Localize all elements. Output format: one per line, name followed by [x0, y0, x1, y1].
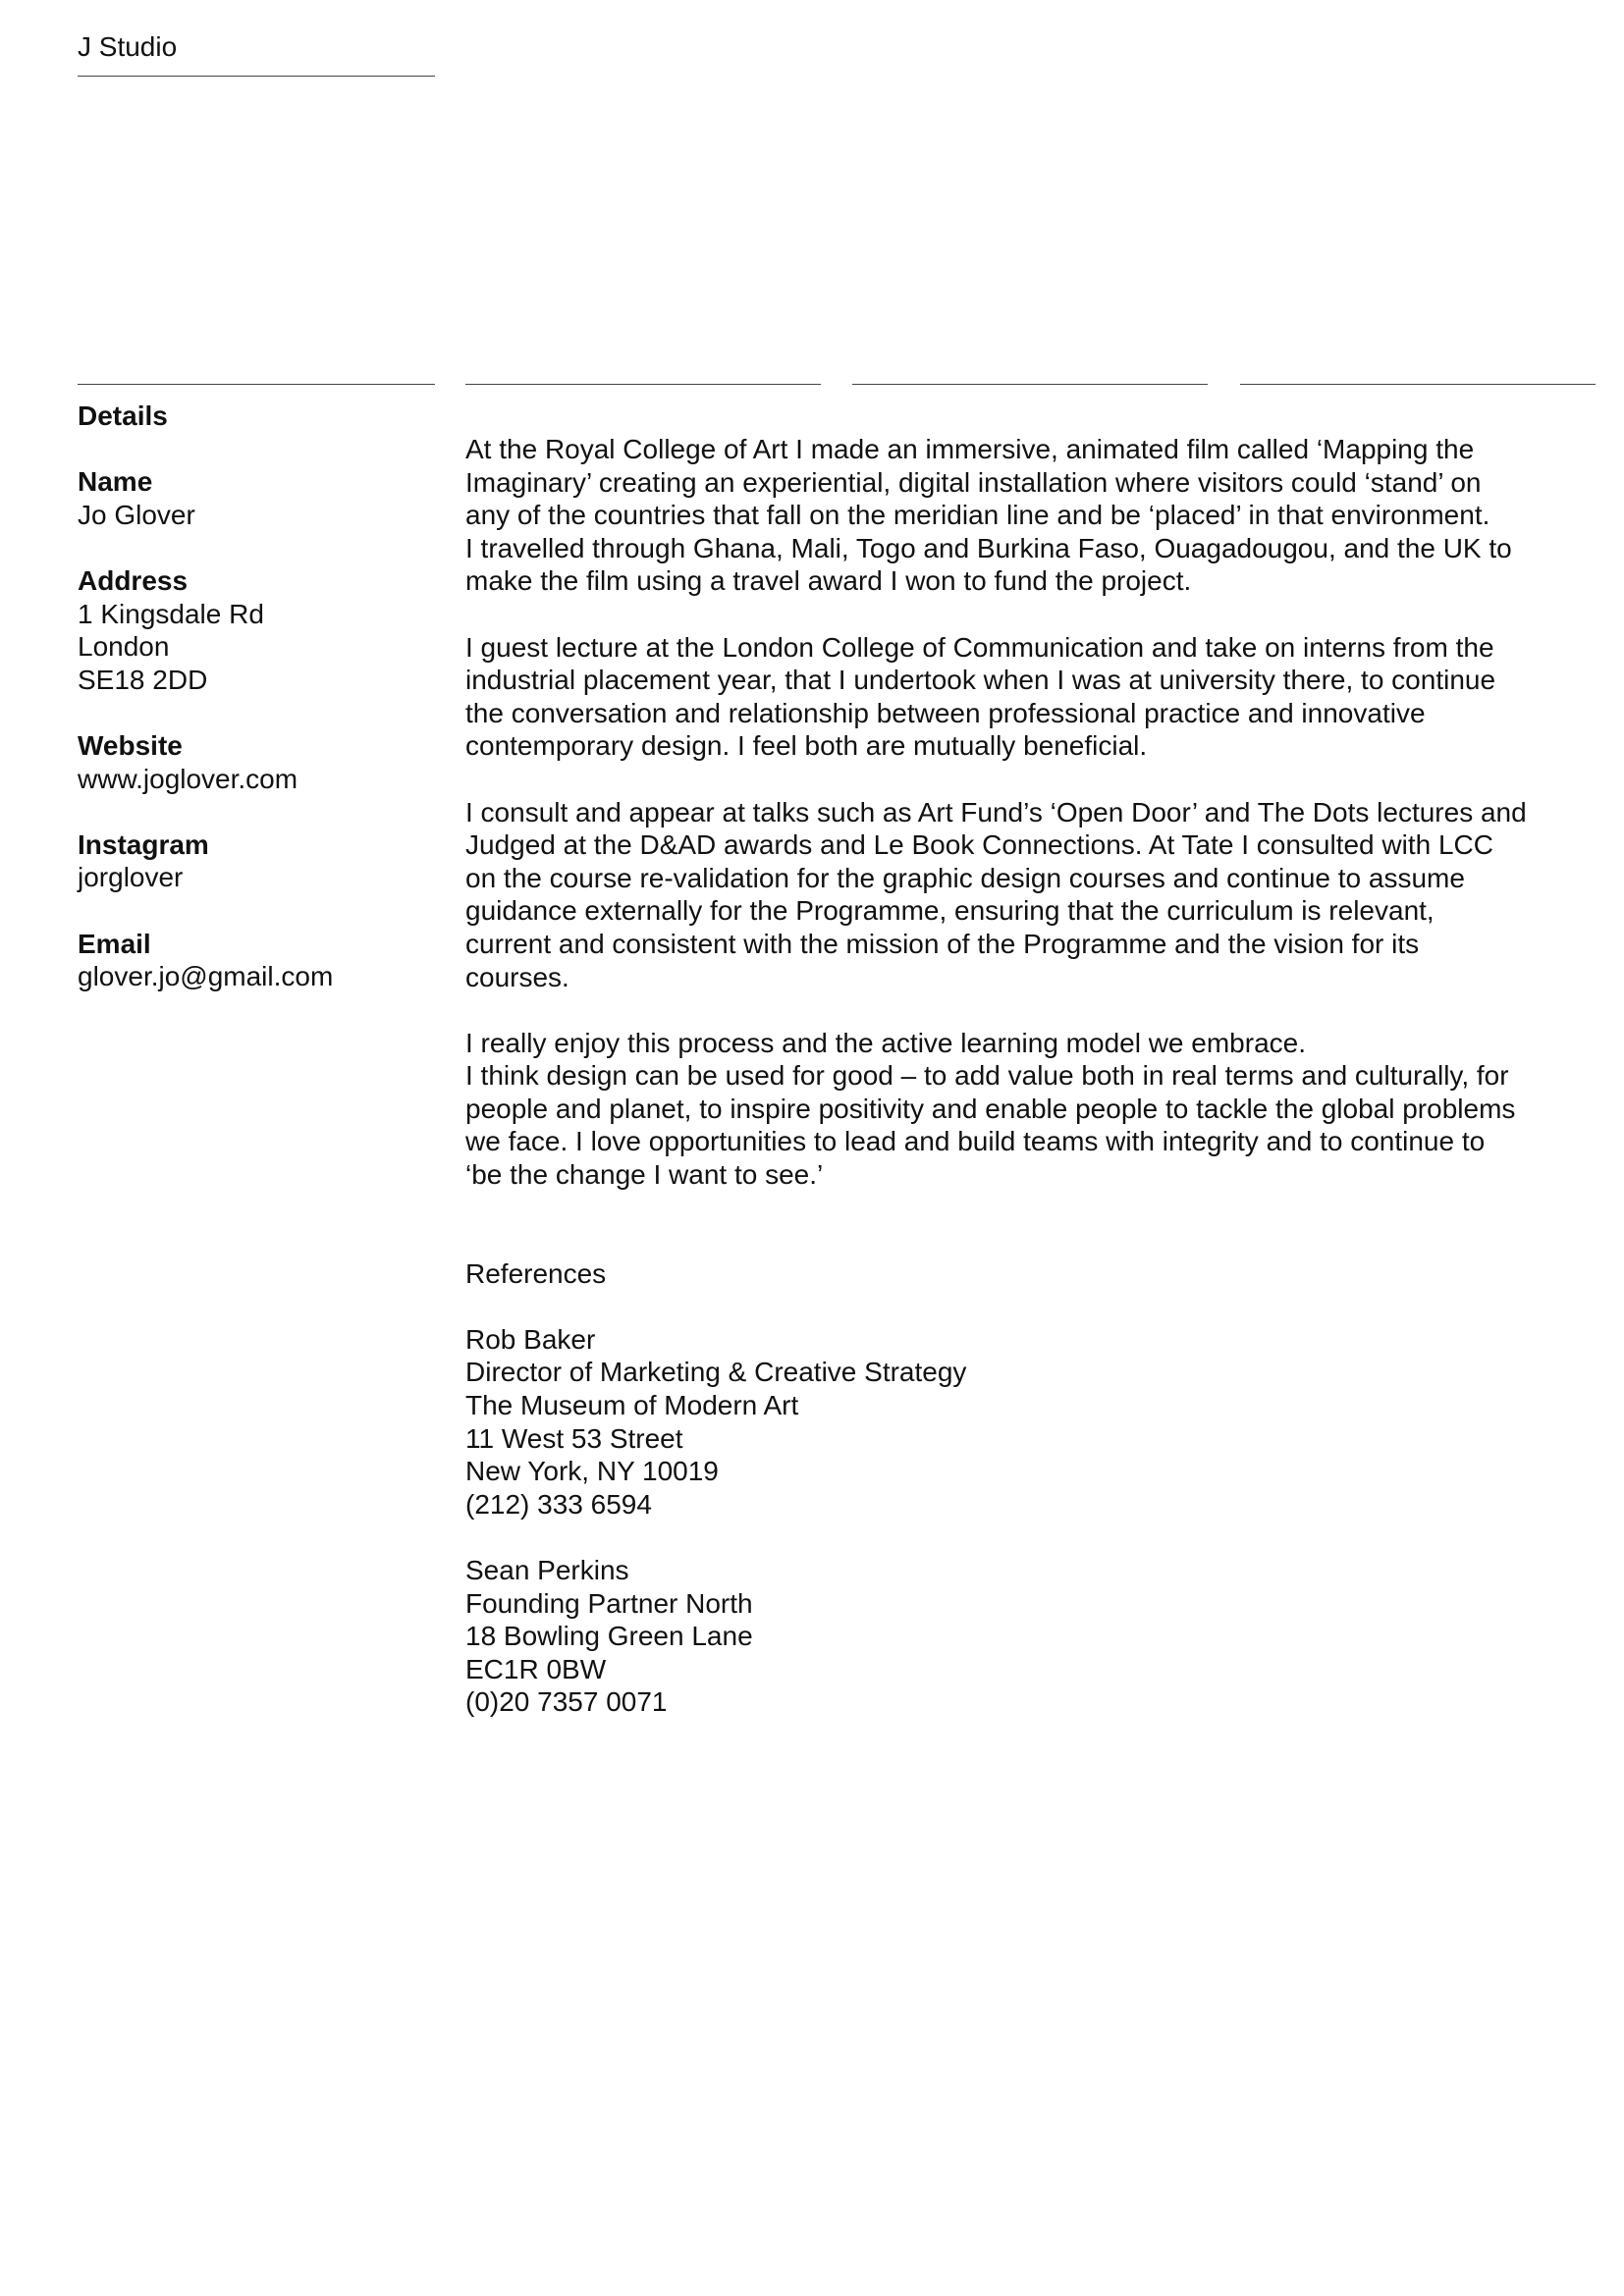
reference-item: [465, 1554, 1604, 1719]
website-value[interactable]: www.joglover.com: [78, 763, 298, 794]
email-group: [78, 928, 431, 993]
reference-title: Founding Partner North: [465, 1587, 753, 1619]
column-divider-2: [465, 384, 821, 385]
address-group: [78, 564, 431, 696]
name-label: Name: [78, 466, 153, 498]
instagram-value[interactable]: jorglover: [78, 862, 184, 893]
paragraph-design-for-good: I really enjoy this process and the active learning model we embrace. I think design can be used for good – to add value both in real terms and culturally, for people and planet, to inspire positivity and enable people to tackle the global problems we face. I love opportunities to lead and build teams with integrity and to continue to ‘be the change I want to see.’: [465, 1027, 1516, 1191]
paragraph-consulting: I consult and appear at talks such as Art Fund’s ‘Open Door’ and The Dots lectures and Judged at the D&AD awards and Le Book Connections. At Tate I consulted with LCC on the course re-validation for the graphic design courses and continue to assume guidance externally for the Programme, ensuring that the curriculum is relevant, current and consistent with the mission of the Programme and the vision for its courses.: [465, 796, 1527, 992]
main-content: [465, 433, 1604, 1752]
reference-phone: (0)20 7357 0071: [465, 1686, 668, 1718]
name-value: Jo Glover: [78, 499, 195, 530]
reference-name: Sean Perkins: [465, 1555, 629, 1585]
instagram-label: Instagram: [78, 828, 209, 860]
address-label: Address: [78, 564, 189, 596]
address-line-3: SE18 2DD: [78, 664, 208, 695]
references-section: [465, 1257, 1604, 1719]
website-group: [78, 729, 431, 795]
reference-city: New York, NY 10019: [465, 1456, 719, 1487]
paragraph-lcc: I guest lecture at the London College of Communication and take on interns from the industrial placement year, that I undertook when I was at university there, to continue the conversation and relationship between professional practice and innovative contemporary design. I feel both are mutually beneficial.: [465, 631, 1496, 762]
reference-phone: (212) 333 6594: [465, 1488, 652, 1520]
column-divider-3: [852, 384, 1208, 385]
details-heading: Details: [78, 400, 168, 431]
email-label: Email: [78, 928, 151, 959]
reference-title: Director of Marketing & Creative Strategy: [465, 1357, 967, 1388]
instagram-group: [78, 828, 431, 894]
column-divider-4: [1240, 384, 1596, 385]
website-label: Website: [78, 729, 183, 761]
paragraph-rca: At the Royal College of Art I made an immersive, animated film called ‘Mapping the Imaginary’ creating an experiential, digital installation where visitors could ‘stand’ on any of the countries that fall on the meridian line and be ‘placed’ in that environment. I travelled through Ghana, Mali, Togo and Burkina Faso, Ouagadougou, and the UK to make the film using a travel award I won to fund the project.: [465, 434, 1512, 597]
studio-name: J Studio: [78, 31, 178, 62]
reference-street: 18 Bowling Green Lane: [465, 1621, 753, 1652]
reference-item: [465, 1323, 1604, 1522]
column-divider-1: [78, 384, 435, 385]
reference-postcode: EC1R 0BW: [465, 1653, 607, 1684]
details-sidebar: [78, 400, 431, 993]
header-divider: [78, 76, 435, 77]
reference-organisation: The Museum of Modern Art: [465, 1390, 799, 1421]
reference-name: Rob Baker: [465, 1323, 596, 1355]
references-heading: References: [465, 1257, 607, 1289]
reference-street: 11 West 53 Street: [465, 1422, 683, 1454]
address-line-2: London: [78, 631, 170, 663]
address-line-1: 1 Kingsdale Rd: [78, 598, 264, 629]
email-value[interactable]: glover.jo@gmail.com: [78, 961, 334, 992]
name-group: [78, 465, 431, 531]
